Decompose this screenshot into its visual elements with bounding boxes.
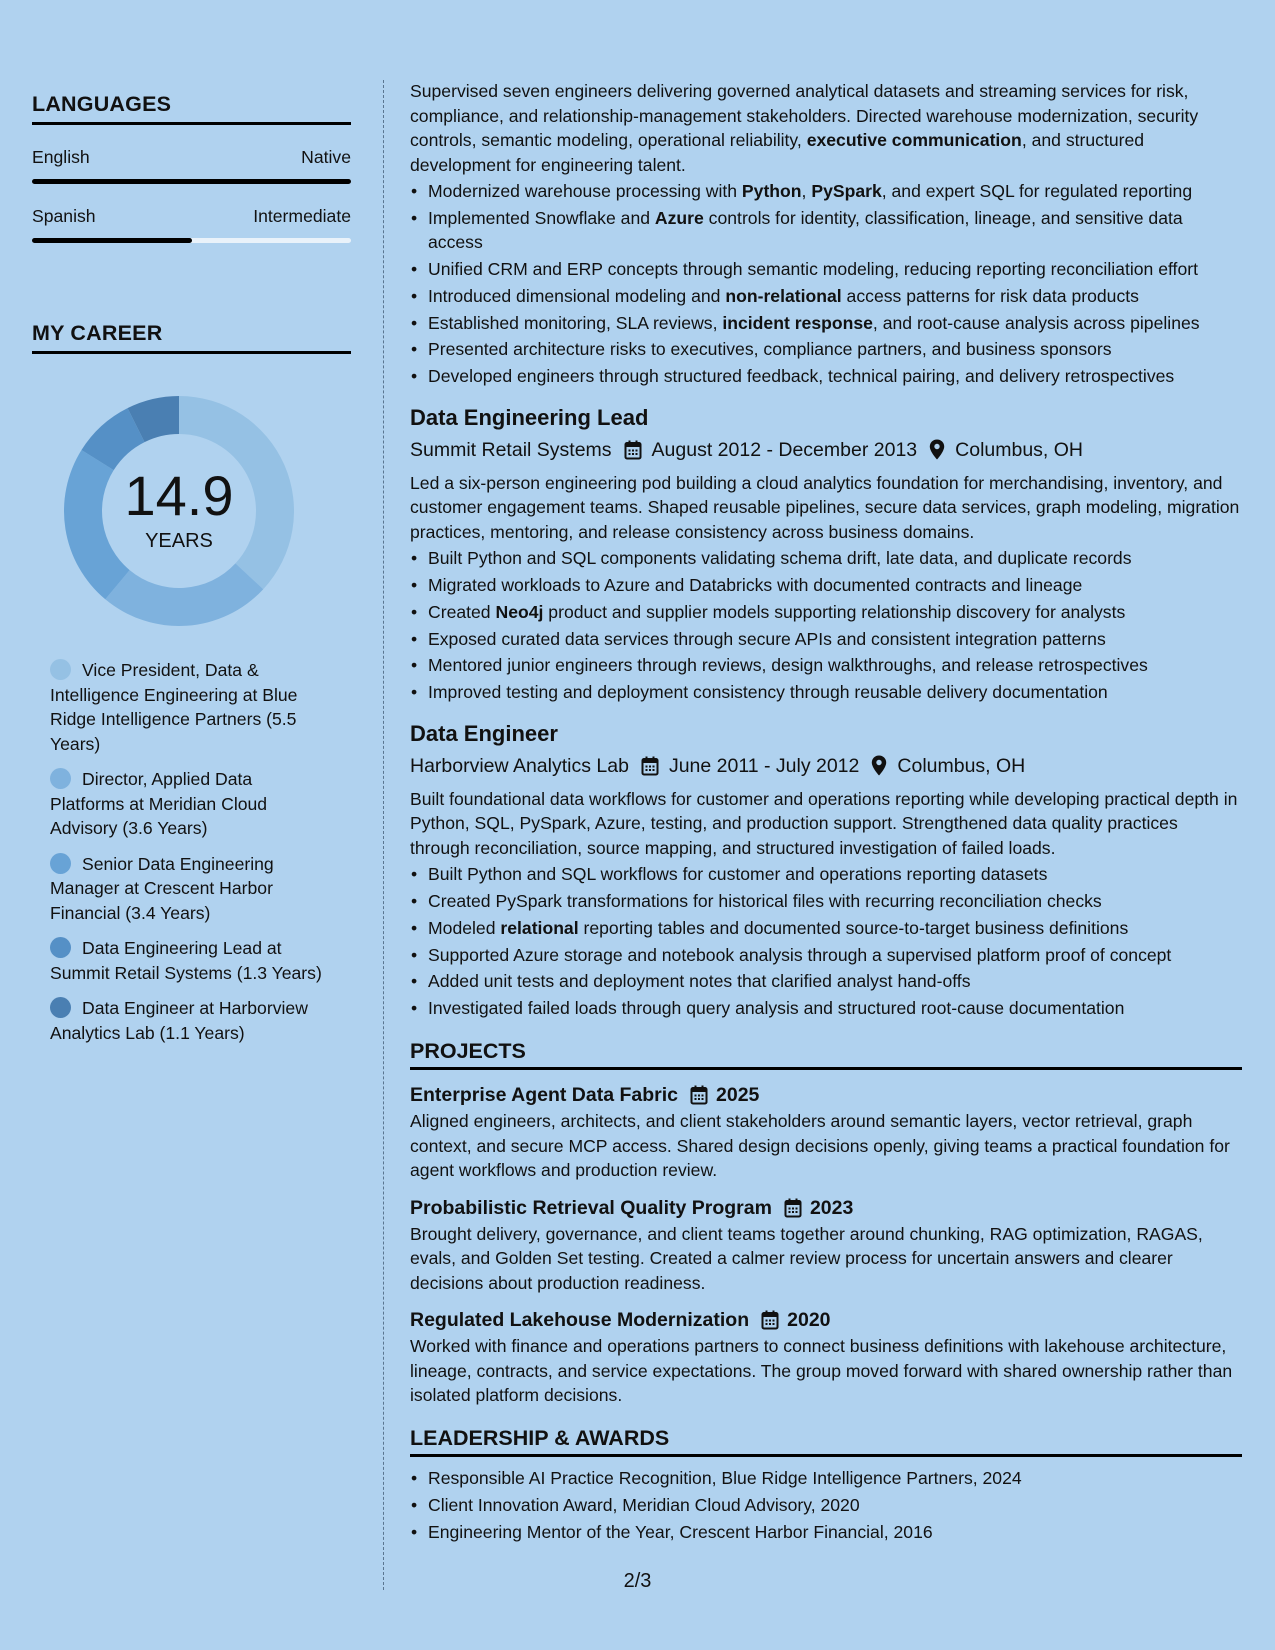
- career-legend-item: [50, 852, 330, 926]
- calendar-icon: [761, 1310, 779, 1330]
- job-bullets: [428, 862, 1242, 1020]
- legend-dot: [50, 768, 71, 789]
- project-title: Enterprise Agent Data Fabric: [410, 1084, 679, 1107]
- project-year: 2020: [787, 1309, 831, 1332]
- language-item: [32, 206, 351, 243]
- bullet-item: [428, 680, 1242, 705]
- legend-dot: [50, 659, 71, 680]
- career-years-unit: YEARS: [145, 530, 213, 552]
- bold-keyword: executive communication: [806, 130, 1022, 150]
- bullet-item: [428, 916, 1242, 941]
- text-run: Introduced dimensional modeling and: [428, 285, 726, 306]
- awards-heading: LEADERSHIP & AWARDS: [410, 1426, 1242, 1458]
- job-location: Columbus, OH: [955, 438, 1084, 461]
- text-run: product and supplier models supporting relationship discovery for analysts: [543, 601, 1126, 622]
- project-header: [410, 1306, 1242, 1334]
- sidebar: [32, 92, 351, 1056]
- job-entry: [410, 403, 1242, 705]
- text-run: Supervised seven engineers delivering governed analytical datasets and streaming services for risk, compliance, and relationship-management stakeholders. Directed warehouse modernization, security controls, semantic modeling, operational reliability,: [410, 81, 1199, 150]
- career-heading: MY CAREER: [32, 321, 351, 354]
- page-number: 2/3: [623, 1570, 652, 1592]
- bullet-item: [428, 600, 1242, 625]
- career-legend: [50, 658, 330, 1045]
- bullet-item: [428, 257, 1242, 282]
- text-run: Implemented Snowflake and: [428, 207, 655, 228]
- job-company: Harborview Analytics Lab: [410, 754, 629, 777]
- bold-keyword: incident response: [722, 312, 873, 333]
- language-bar-fill: [32, 238, 192, 243]
- award-item: • Client Innovation Award, Meridian Cloud Advisory, 2020: [428, 1493, 1242, 1518]
- text-run: Exposed curated data services through secure APIs and consistent integration patterns: [428, 628, 1106, 649]
- bullet-item: [428, 862, 1242, 887]
- job-summary: Built foundational data workflows for customer and operations reporting while developing practical depth in Python, SQL, PySpark, Azure, testing, and production support. Strengthened data quality practices through reconciliation, source mapping, and structured investigation of failed loads.: [410, 788, 1238, 858]
- project-description: Brought delivery, governance, and client teams together around chunking, RAG optimization, RAGAS, evals, and Golden Set testing. Created a calmer review process for uncertain answers and clearer decisions about production readiness.: [410, 1223, 1203, 1293]
- text-run: ,: [801, 181, 812, 201]
- role-summary: [410, 79, 1242, 177]
- job-location: Columbus, OH: [897, 754, 1026, 777]
- bullet-item: [428, 179, 1242, 204]
- map-pin-icon: [871, 755, 887, 776]
- career-role-label: Data Engineer at Harborview Analytics Lab (1.1 Years): [50, 998, 308, 1043]
- bold-keyword: PySpark: [811, 181, 882, 201]
- career-donut-chart: [64, 396, 294, 626]
- project-item: [410, 1081, 1242, 1183]
- project-header: [410, 1081, 1242, 1109]
- career-legend-item: [50, 936, 330, 985]
- bullet-item: [428, 969, 1242, 994]
- text-run: , and structured development for engineering talent.: [410, 130, 1145, 175]
- project-header: [410, 1194, 1242, 1222]
- text-run: , and expert SQL for regulated reporting: [881, 181, 1193, 201]
- job-meta: [410, 752, 1242, 780]
- career-section: [32, 321, 351, 1045]
- bullet-item: [428, 311, 1242, 336]
- column-divider: [383, 80, 384, 1590]
- job-title: Data Engineer: [410, 720, 558, 746]
- bullet-item: [428, 653, 1242, 678]
- job-summary: Led a six-person engineering pod building a cloud analytics foundation for merchandising, inventory, and customer engagement teams. Shaped reusable pipelines, secure data services, graph modeling, migration practices, mentoring, and release consistency across business domains.: [410, 472, 1240, 542]
- role-bullets: [428, 179, 1242, 389]
- donut-slice: [105, 563, 263, 626]
- calendar-icon: [624, 440, 642, 460]
- bullet-item: [428, 573, 1242, 598]
- text-run: reporting tables and documented source-to-target business definitions: [578, 917, 1129, 938]
- text-run: Established monitoring, SLA reviews,: [428, 312, 723, 333]
- text-run: Migrated workloads to Azure and Databricks with documented contracts and lineage: [428, 575, 1083, 596]
- career-role-label: Director, Applied Data Platforms at Meridian Cloud Advisory (3.6 Years): [50, 769, 268, 838]
- legend-dot: [50, 853, 71, 874]
- project-description: Aligned engineers, architects, and client stakeholders around semantic layers, vector retrieval, graph context, and secure MCP access. Shared design decisions openly, giving teams a practical foundation for agent workflows and production review.: [410, 1111, 1230, 1181]
- job-meta: [410, 436, 1242, 464]
- award-item: • Engineering Mentor of the Year, Crescent Harbor Financial, 2016: [428, 1520, 1242, 1545]
- text-run: Developed engineers through structured feedback, technical pairing, and delivery retrospectives: [428, 366, 1175, 387]
- project-description: Worked with finance and operations partners to connect business definitions with lakehouse architecture, lineage, contracts, and service expectations. The group moved forward with shared ownership rather than isolated platform decisions.: [410, 1336, 1233, 1406]
- bullet-item: [428, 206, 1242, 255]
- career-role-label: Vice President, Data & Intelligence Engineering at Blue Ridge Intelligence Partners (5.5 Years): [50, 660, 298, 754]
- bullet-item: [428, 996, 1242, 1021]
- projects-heading: PROJECTS: [410, 1039, 1242, 1071]
- text-run: Unified CRM and ERP concepts through semantic modeling, reducing reporting reconciliation effort: [428, 259, 1198, 280]
- text-run: Modernized warehouse processing with: [428, 181, 742, 201]
- project-item: [410, 1194, 1242, 1296]
- career-legend-item: [50, 658, 330, 756]
- donut-center: [64, 464, 294, 553]
- bullet-item: [428, 364, 1242, 389]
- legend-dot: [50, 937, 71, 958]
- bold-keyword: Python: [741, 181, 802, 201]
- text-run: Mentored junior engineers through reviews, design walkthroughs, and release retrospectives: [428, 655, 1148, 676]
- job-dates: June 2011 - July 2012: [668, 754, 860, 777]
- bold-keyword: non-relational: [725, 285, 842, 306]
- language-item: [32, 147, 351, 184]
- bold-keyword: relational: [500, 917, 579, 938]
- language-name: Spanish: [32, 206, 96, 226]
- language-bar: [32, 179, 351, 184]
- career-total-years: 14.9: [124, 464, 234, 527]
- language-bar-fill: [32, 179, 351, 184]
- calendar-icon: [784, 1198, 802, 1218]
- text-run: Created: [428, 601, 496, 622]
- bullet-item: [428, 546, 1242, 571]
- text-run: access patterns for risk data products: [841, 285, 1139, 306]
- text-run: Presented architecture risks to executives, compliance partners, and business sponsors: [428, 339, 1112, 360]
- text-run: controls for identity, classification, lineage, and sensitive data access: [428, 207, 1183, 253]
- text-run: Supported Azure storage and notebook analysis through a supervised platform proof of concept: [428, 944, 1172, 965]
- career-role-label: Data Engineering Lead at Summit Retail Systems (1.3 Years): [50, 938, 322, 983]
- legend-dot: [50, 997, 71, 1018]
- bullet-item: [428, 889, 1242, 914]
- text-run: , and root-cause analysis across pipelines: [872, 312, 1200, 333]
- text-run: Investigated failed loads through query analysis and structured root-cause documentation: [428, 998, 1125, 1019]
- project-item: [410, 1306, 1242, 1408]
- bullet-item: [428, 943, 1242, 968]
- bold-keyword: Neo4j: [495, 601, 544, 622]
- calendar-icon: [641, 756, 659, 776]
- project-year: 2025: [716, 1084, 760, 1107]
- languages-heading: LANGUAGES: [32, 92, 351, 125]
- language-level: Native: [301, 147, 351, 167]
- career-legend-item: [50, 996, 330, 1045]
- award-item: • Responsible AI Practice Recognition, Blue Ridge Intelligence Partners, 2024: [428, 1466, 1242, 1491]
- project-title: Probabilistic Retrieval Quality Program: [410, 1196, 772, 1219]
- career-legend-item: [50, 767, 330, 841]
- job-bullets: [428, 546, 1242, 704]
- text-run: Built Python and SQL components validating schema drift, late data, and duplicate records: [428, 548, 1132, 569]
- projects-list: [410, 1081, 1242, 1408]
- awards-section: [410, 1426, 1242, 1545]
- language-bar: [32, 238, 351, 243]
- text-run: Improved testing and deployment consistency through reusable delivery documentation: [428, 682, 1108, 703]
- bullet-item: [428, 627, 1242, 652]
- map-pin-icon: [929, 439, 945, 460]
- bold-keyword: Azure: [654, 207, 704, 228]
- project-title: Regulated Lakehouse Modernization: [410, 1309, 750, 1332]
- text-run: Created PySpark transformations for historical files with recurring reconciliation checks: [428, 891, 1102, 912]
- language-level: Intermediate: [253, 206, 351, 226]
- text-run: Built Python and SQL workflows for customer and operations reporting datasets: [428, 864, 1048, 885]
- awards-list: [428, 1466, 1242, 1544]
- main-content: [410, 79, 1242, 1547]
- job-entry: [410, 719, 1242, 1021]
- bullet-item: [428, 284, 1242, 309]
- job-title: Data Engineering Lead: [410, 404, 649, 430]
- languages-section: [32, 92, 351, 243]
- job-company: Summit Retail Systems: [410, 438, 612, 461]
- text-run: Modeled: [428, 917, 501, 938]
- language-name: English: [32, 147, 90, 167]
- text-run: Added unit tests and deployment notes that clarified analyst hand-offs: [428, 971, 971, 992]
- project-year: 2023: [809, 1196, 854, 1219]
- career-role-label: Senior Data Engineering Manager at Crescent Harbor Financial (3.4 Years): [50, 853, 274, 923]
- calendar-icon: [690, 1085, 708, 1105]
- bullet-item: [428, 337, 1242, 362]
- job-dates: August 2012 - December 2013: [651, 438, 918, 461]
- projects-section: [410, 1039, 1242, 1408]
